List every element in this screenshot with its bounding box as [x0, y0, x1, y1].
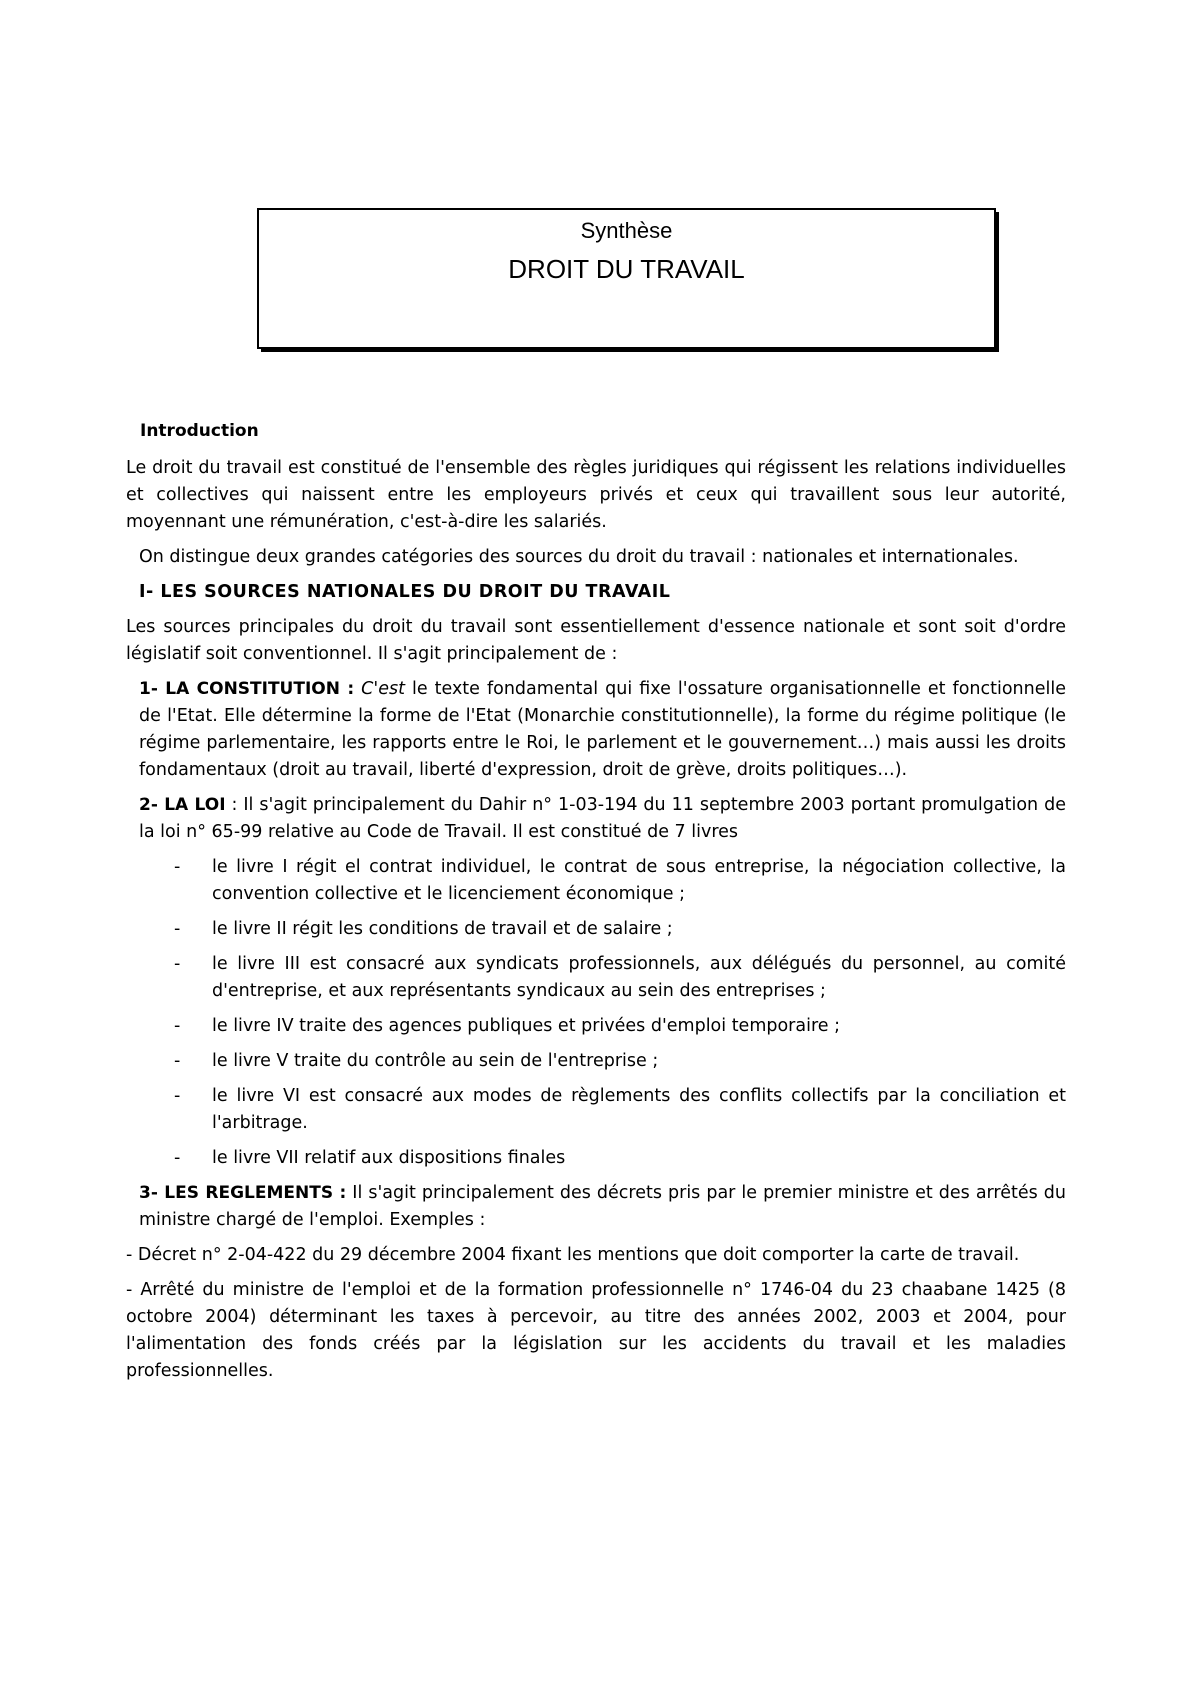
reglements-paragraph — [126, 1180, 1066, 1234]
constitution-label: 1- LA CONSTITUTION : — [139, 679, 355, 699]
loi-text: : Il s'agit principalement du Dahir n° 1-03-194 du 11 septembre 2003 portant promulgation de la loi n° 65-99 relative au Code de Travail. Il est constitué de 7 livres — [139, 795, 1066, 842]
intro-paragraph: Le droit du travail est constitué de l'ensemble des règles juridiques qui régissent les relations individuelles et collectives qui naissent entre les employeurs privés et ceux qui travaillent sous leur autorité, moyennant une rémunération, c'est-à-dire les salariés. — [126, 458, 1066, 532]
document-body — [126, 418, 1066, 1393]
list-bullet: - — [174, 857, 181, 877]
reglements-example-arrete: - Arrêté du ministre de l'emploi et de la formation professionnelle n° 1746-04 du 23 chaabane 1425 (8 octobre 2004) déterminant les taxes à percevoir, au titre des années 2002, 2003 et 2004, pour l'alimentation des fonds créés par la législation sur les accidents du travail et les maladies professionnelles. — [126, 1280, 1066, 1381]
list-item-text: le livre IV traite des agences publiques et privées d'emploi temporaire ; — [212, 1016, 841, 1036]
constitution-paragraph — [126, 676, 1066, 784]
list-item — [126, 854, 1066, 908]
list-item-text: le livre VI est consacré aux modes de règlements des conflits collectifs par la conciliation et l'arbitrage. — [212, 1086, 1066, 1133]
document-title: DROIT DU TRAVAIL — [508, 254, 745, 284]
list-bullet: - — [174, 1086, 181, 1106]
list-item — [126, 951, 1066, 1005]
section-intro: Les sources principales du droit du travail sont essentiellement d'essence nationale et sont soit d'ordre législatif soit conventionnel. Il s'agit principalement de : — [126, 617, 1066, 664]
constitution-italic: C'est — [361, 679, 405, 699]
constitution-text: le texte fondamental qui fixe l'ossature organisationnelle et fonctionnelle de l'Etat. Elle détermine la forme de l'Etat (Monarchie constitutionnelle), la forme du régime politique (le régime parlementaire, les rapports entre le Roi, le parlement et le gouvernement…) mais aussi les droits fondamentaux (droit au travail, liberté d'expression, droit de grève, droits politiques…). — [139, 679, 1066, 780]
reglements-text: Il s'agit principalement des décrets pris par le premier ministre et des arrêtés du ministre chargé de l'emploi. Exemples : — [139, 1183, 1066, 1230]
list-item-text: le livre VII relatif aux dispositions finales — [212, 1148, 566, 1168]
list-item-text: le livre III est consacré aux syndicats professionnels, aux délégués du personnel, au comité d'entreprise, et aux représentants syndicaux au sein des entreprises ; — [212, 954, 1066, 1001]
loi-label: 2- LA LOI — [139, 795, 226, 815]
list-item — [126, 1048, 1066, 1075]
list-bullet: - — [174, 954, 181, 974]
list-item-text: le livre I régit el contrat individuel, le contrat de sous entreprise, la négociation collective, la convention collective et le licenciement économique ; — [212, 857, 1066, 904]
intro-categories: On distingue deux grandes catégories des sources du droit du travail : nationales et internationales. — [139, 547, 1019, 567]
list-item — [126, 1083, 1066, 1137]
title-box — [257, 208, 996, 349]
list-item-text: le livre V traite du contrôle au sein de l'entreprise ; — [212, 1051, 659, 1071]
list-bullet: - — [174, 1016, 181, 1036]
list-item-text: le livre II régit les conditions de travail et de salaire ; — [212, 919, 673, 939]
list-bullet: - — [174, 919, 181, 939]
list-bullet: - — [174, 1051, 181, 1071]
livres-list — [126, 854, 1066, 1172]
document-subtitle: Synthèse — [580, 218, 673, 243]
list-item — [126, 916, 1066, 943]
reglements-example-decret: - Décret n° 2-04-422 du 29 décembre 2004 fixant les mentions que doit comporter la carte de travail. — [126, 1245, 1020, 1265]
list-bullet: - — [174, 1148, 181, 1168]
section-title: I- LES SOURCES NATIONALES DU DROIT DU TRAVAIL — [139, 582, 671, 602]
list-item — [126, 1013, 1066, 1040]
loi-paragraph — [126, 792, 1066, 846]
reglements-label: 3- LES REGLEMENTS : — [139, 1183, 347, 1203]
intro-heading: Introduction — [140, 421, 259, 441]
list-item — [126, 1145, 1066, 1172]
